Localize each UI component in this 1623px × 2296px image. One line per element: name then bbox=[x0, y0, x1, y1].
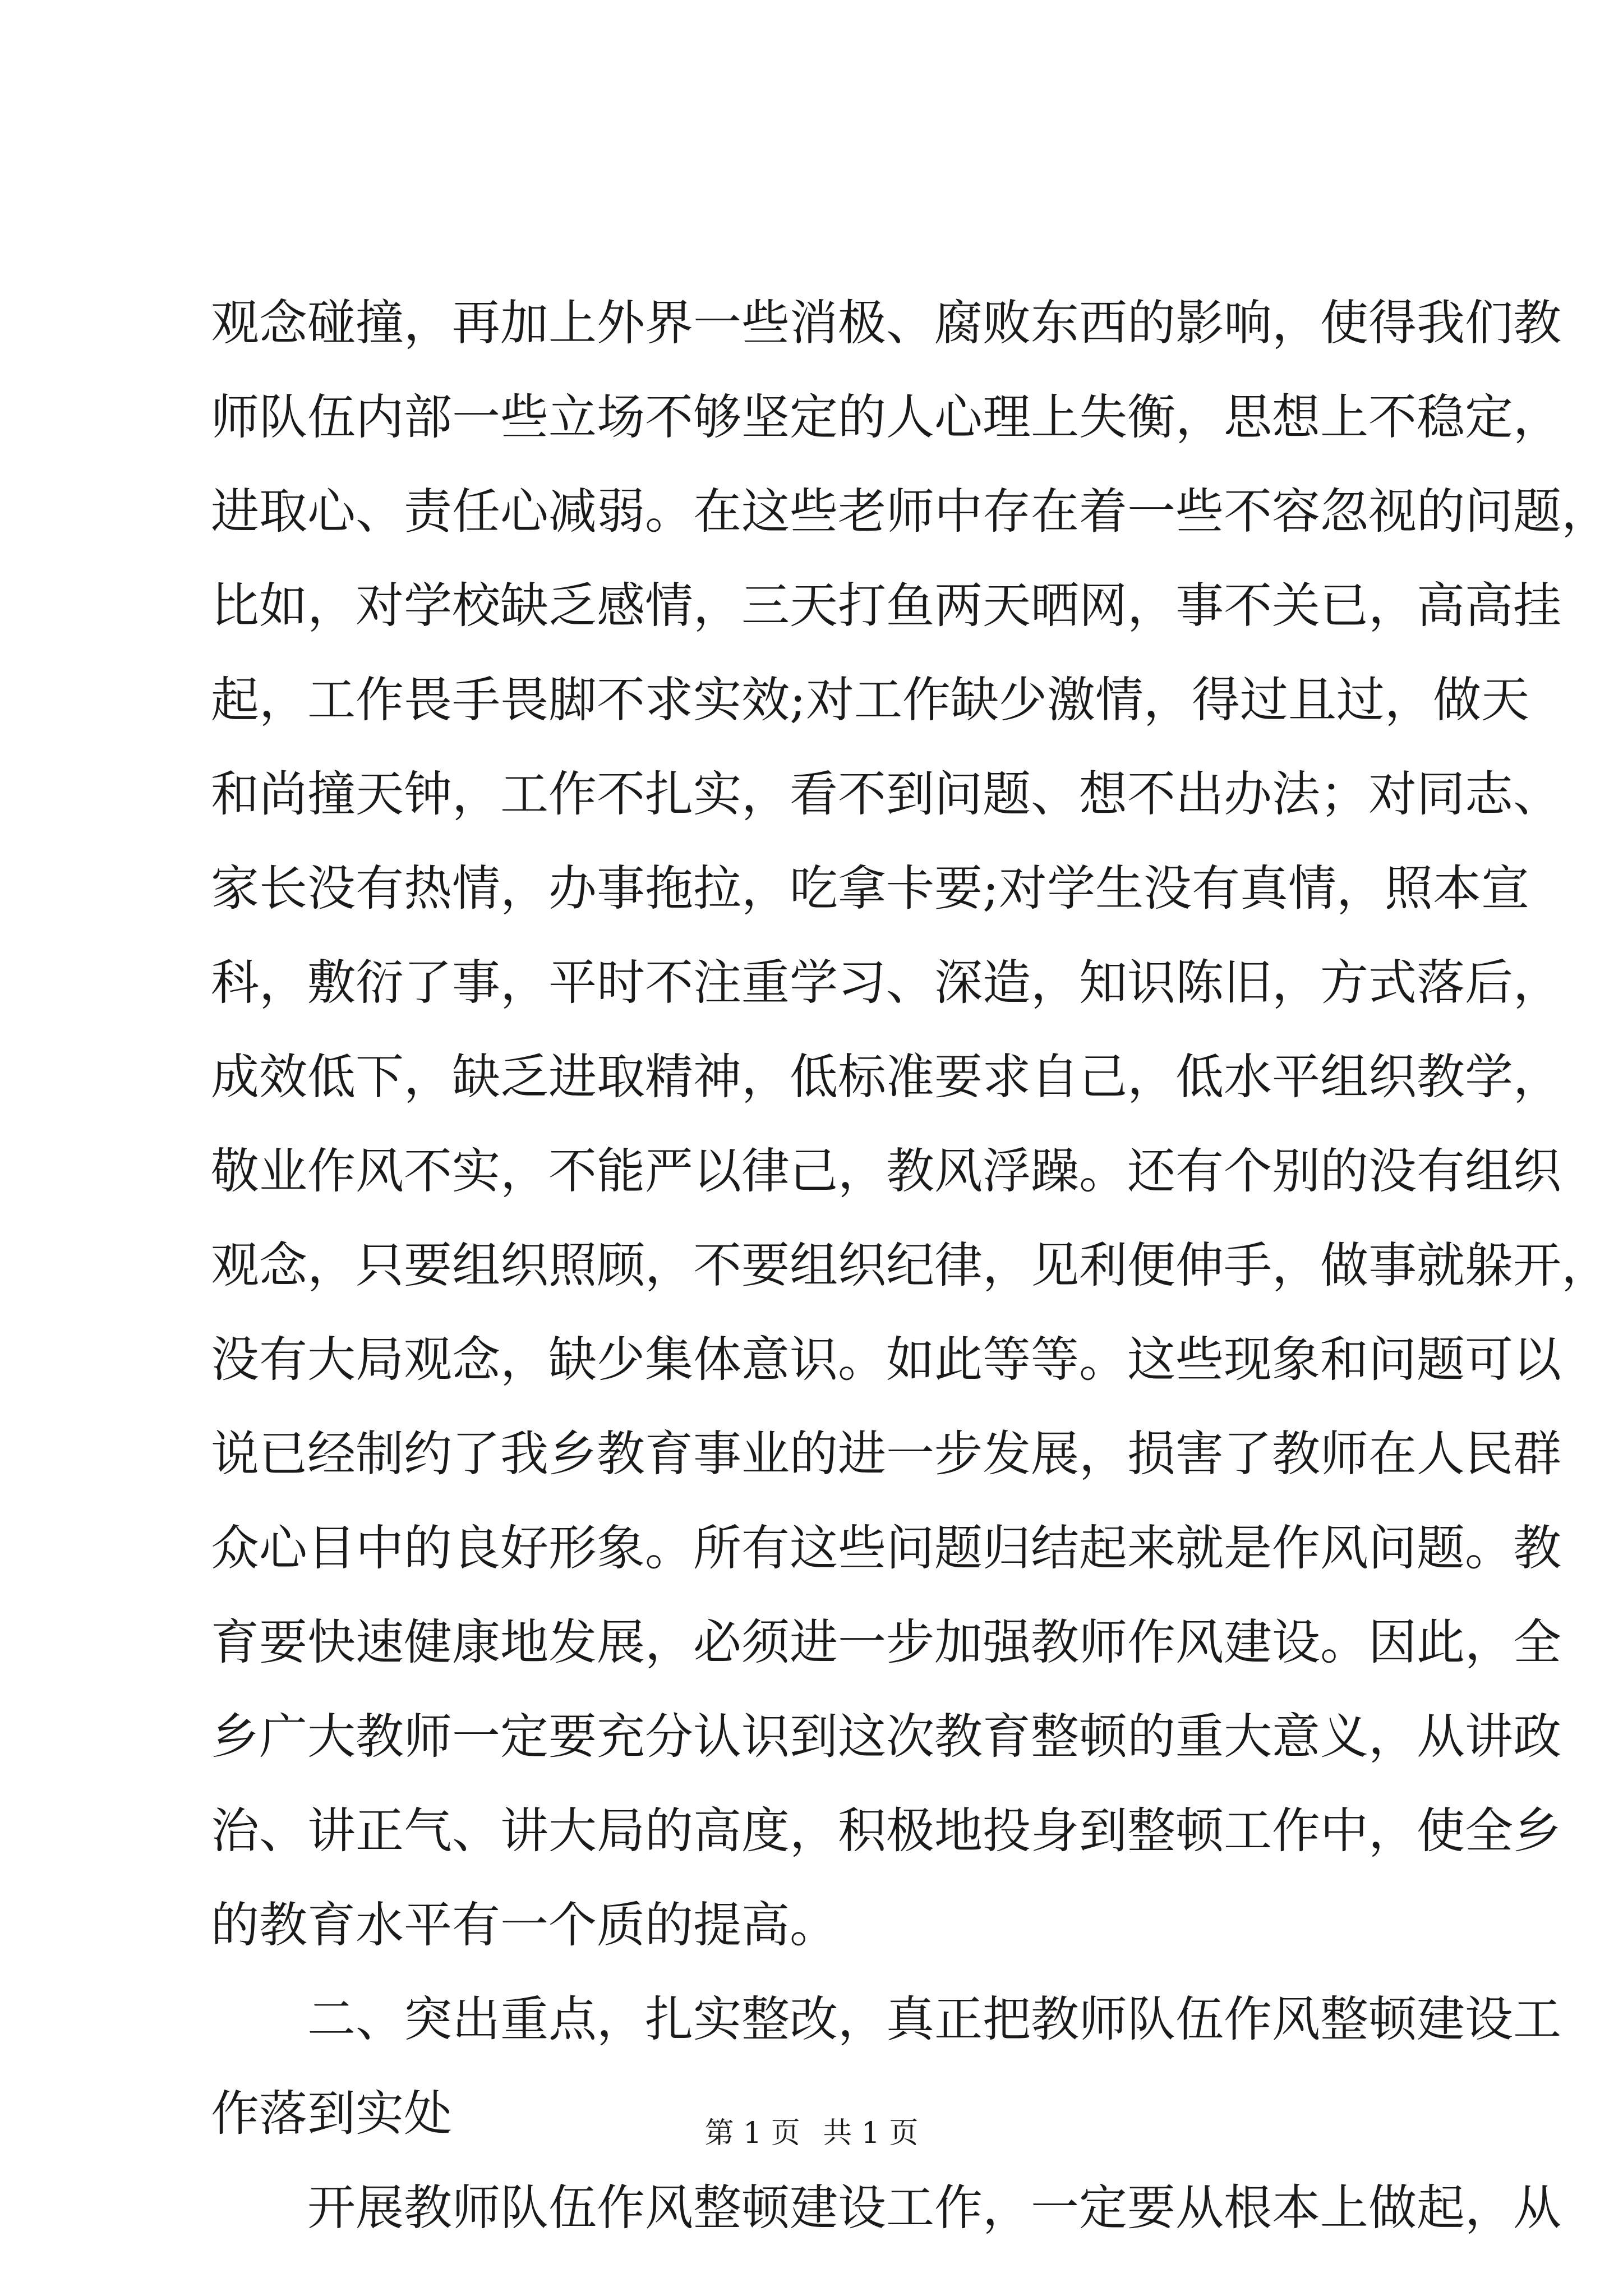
body-line-16: 乡广大教师一定要充分认识到这次教育整顿的重大意义，从讲政 bbox=[211, 1709, 1561, 1765]
document-body bbox=[211, 276, 1610, 2255]
page-total: 共 1 页 bbox=[823, 2116, 919, 2150]
body-line-21: 开展教师队伍作风整顿建设工作，一定要从根本上做起，从 bbox=[307, 2180, 1561, 2236]
section-heading-line-1: 二、突出重点，扎实整改，真正把教师队伍作风整顿建设工 bbox=[307, 1991, 1561, 2047]
body-line-5: 起，工作畏手畏脚不求实效;对工作缺少激情，得过且过，做天 bbox=[211, 672, 1529, 728]
body-line-13: 说已经制约了我乡教育事业的进一步发展，损害了教师在人民群 bbox=[211, 1426, 1561, 1482]
page-footer bbox=[0, 2114, 1623, 2153]
body-line-8: 科，敷衍了事，平时不注重学习、深造，知识陈旧，方式落后， bbox=[211, 955, 1561, 1011]
body-line-11: 观念，只要组织照顾，不要组织纪律，见利便伸手，做事就躲开， bbox=[211, 1237, 1610, 1294]
body-line-9: 成效低下，缺乏进取精神，低标准要求自己，低水平组织教学， bbox=[211, 1049, 1561, 1105]
body-line-2: 师队伍内部一些立场不够坚定的人心理上失衡，思想上不稳定， bbox=[211, 389, 1561, 445]
body-line-14: 众心目中的良好形象。所有这些问题归结起来就是作风问题。教 bbox=[211, 1520, 1561, 1576]
body-line-4: 比如，对学校缺乏感情，三天打鱼两天晒网，事不关已，高高挂 bbox=[211, 578, 1561, 634]
body-line-12: 没有大局观念，缺少集体意识。如此等等。这些现象和问题可以 bbox=[211, 1332, 1561, 1388]
body-line-6: 和尚撞天钟，工作不扎实，看不到问题、想不出办法；对同志、 bbox=[211, 766, 1561, 822]
body-line-1: 观念碰撞，再加上外界一些消极、腐败东西的影响，使得我们教 bbox=[211, 295, 1561, 351]
body-line-10: 敬业作风不实，不能严以律己，教风浮躁。还有个别的没有组织 bbox=[211, 1143, 1561, 1199]
body-line-15: 育要快速健康地发展，必须进一步加强教师作风建设。因此，全 bbox=[211, 1614, 1561, 1671]
page-number: 第 1 页 bbox=[704, 2116, 800, 2150]
body-line-17: 治、讲正气、讲大局的高度，积极地投身到整顿工作中，使全乡 bbox=[211, 1803, 1561, 1859]
body-line-3: 进取心、责任心减弱。在这些老师中存在着一些不容忽视的问题， bbox=[211, 484, 1610, 540]
body-line-7: 家长没有热情，办事拖拉，吃拿卡要;对学生没有真情，照本宣 bbox=[211, 861, 1529, 917]
body-line-18: 的教育水平有一个质的提高。 bbox=[211, 1897, 838, 1953]
section-heading-line-2: 作落到实处 bbox=[211, 2086, 452, 2142]
